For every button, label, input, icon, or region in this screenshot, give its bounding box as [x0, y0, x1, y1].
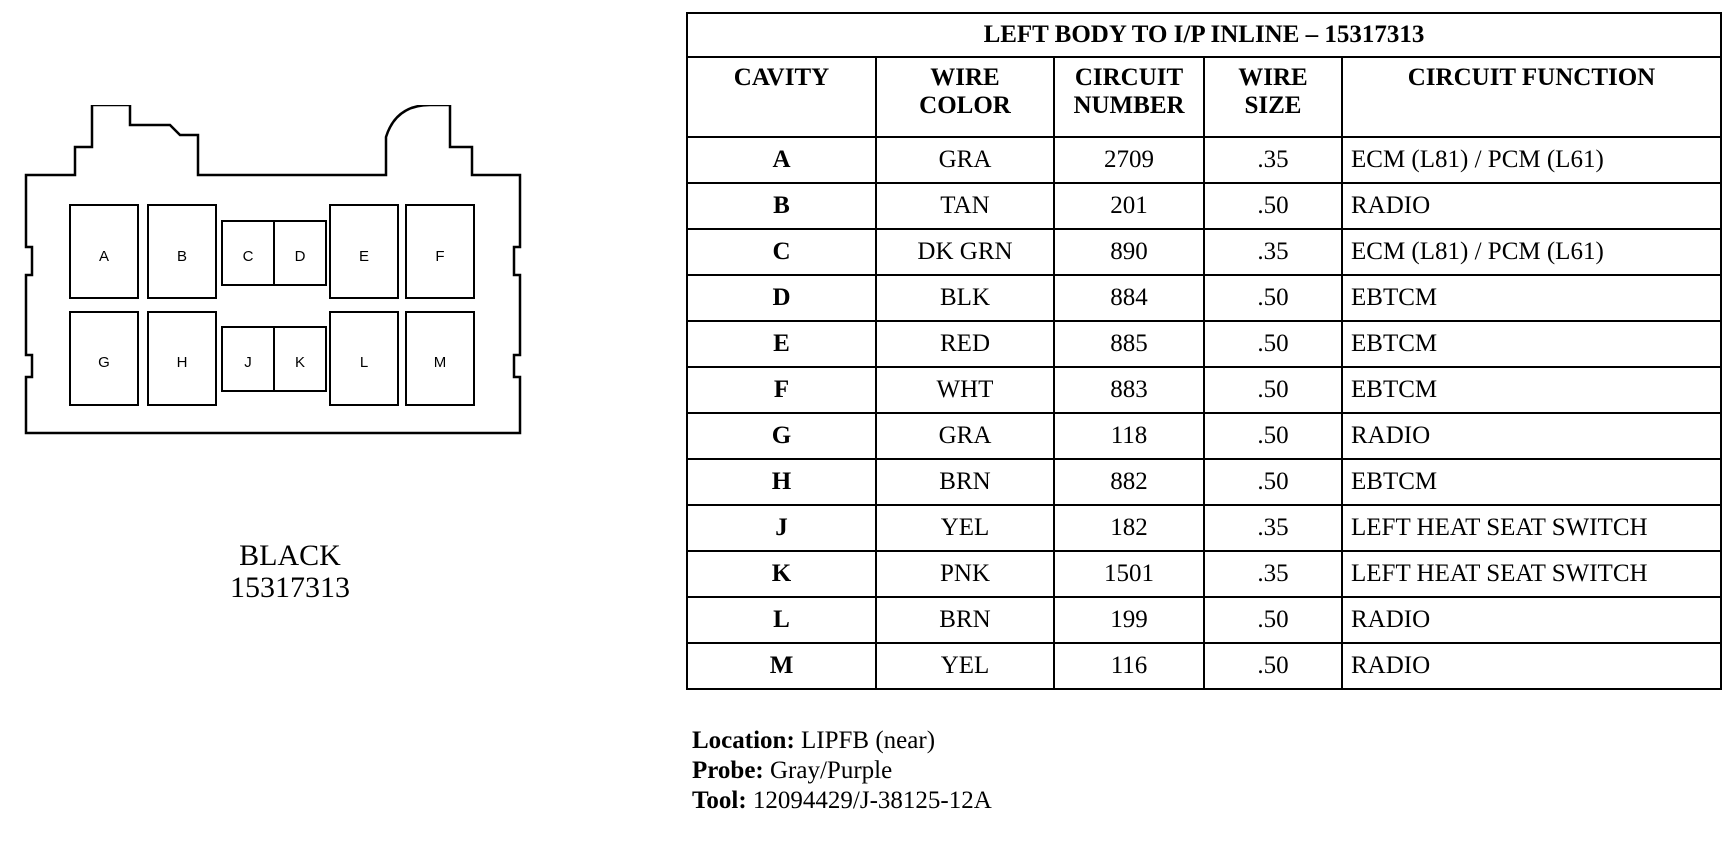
cell-wire-color: BRN	[876, 459, 1054, 505]
header-circuit-number-line1: CIRCUIT	[1074, 64, 1184, 91]
header-wire-size-line1: WIRE	[1238, 64, 1308, 91]
cell-circuit-function: RADIO	[1342, 643, 1721, 689]
table-row	[687, 367, 1721, 413]
connector-color-label: BLACK	[239, 539, 341, 572]
probe-value: Gray/Purple	[770, 757, 893, 784]
cell-cavity: C	[687, 229, 876, 275]
header-wire-size	[1204, 57, 1342, 137]
cell-circuit-function: RADIO	[1342, 413, 1721, 459]
pinout-table	[686, 12, 1722, 690]
cell-wire-color: YEL	[876, 505, 1054, 551]
header-wire-size-line2: SIZE	[1244, 92, 1302, 119]
table-row	[687, 137, 1721, 183]
cell-cavity: G	[687, 413, 876, 459]
cavity-label-k: K	[294, 353, 306, 371]
cavity-group	[70, 205, 474, 405]
cell-wire-size: .35	[1204, 229, 1342, 275]
cell-cavity: E	[687, 321, 876, 367]
cell-wire-color: RED	[876, 321, 1054, 367]
cell-cavity: F	[687, 367, 876, 413]
cell-circuit-function: EBTCM	[1342, 459, 1721, 505]
connector-face-diagram	[20, 105, 540, 445]
location-line	[692, 726, 992, 756]
cell-circuit-function: ECM (L81) / PCM (L61)	[1342, 137, 1721, 183]
header-wire-color-line2: COLOR	[919, 92, 1011, 119]
cell-wire-color: YEL	[876, 643, 1054, 689]
cavity-label-h: H	[176, 353, 188, 371]
table-title: LEFT BODY TO I/P INLINE – 15317313	[687, 13, 1721, 57]
cell-circuit-function: EBTCM	[1342, 275, 1721, 321]
table-row	[687, 505, 1721, 551]
header-circuit-function-text: CIRCUIT FUNCTION	[1407, 64, 1656, 91]
cavity-label-j: J	[244, 353, 252, 371]
probe-label: Probe:	[692, 757, 764, 784]
cell-cavity: K	[687, 551, 876, 597]
cell-circuit-function: LEFT HEAT SEAT SWITCH	[1342, 551, 1721, 597]
cavity-label-e: E	[358, 247, 370, 265]
cell-circuit-function: LEFT HEAT SEAT SWITCH	[1342, 505, 1721, 551]
cavity-label-l: L	[359, 353, 369, 371]
cell-circuit-function: RADIO	[1342, 597, 1721, 643]
cell-wire-size: .50	[1204, 413, 1342, 459]
table-row	[687, 183, 1721, 229]
cell-circuit-function: ECM (L81) / PCM (L61)	[1342, 229, 1721, 275]
cell-circuit-number: 884	[1054, 275, 1204, 321]
header-cavity	[687, 57, 876, 137]
cell-circuit-function: EBTCM	[1342, 321, 1721, 367]
table-row	[687, 321, 1721, 367]
table-row	[687, 597, 1721, 643]
tool-value: 12094429/J-38125-12A	[752, 787, 992, 814]
cell-wire-size: .50	[1204, 275, 1342, 321]
cell-wire-size: .35	[1204, 505, 1342, 551]
cell-cavity: H	[687, 459, 876, 505]
connector-notes	[692, 726, 992, 816]
cell-wire-color: GRA	[876, 413, 1054, 459]
cell-circuit-number: 199	[1054, 597, 1204, 643]
tool-label: Tool:	[692, 787, 747, 814]
cavity-label-d: D	[294, 247, 306, 265]
cell-wire-size: .50	[1204, 367, 1342, 413]
pinout-table-body	[687, 137, 1721, 689]
table-row	[687, 413, 1721, 459]
header-wire-color-line1: WIRE	[930, 64, 1000, 91]
cell-wire-color: GRA	[876, 137, 1054, 183]
cell-cavity: D	[687, 275, 876, 321]
cell-cavity: L	[687, 597, 876, 643]
cell-cavity: M	[687, 643, 876, 689]
cell-wire-color: WHT	[876, 367, 1054, 413]
cell-circuit-number: 182	[1054, 505, 1204, 551]
header-wire-color	[876, 57, 1054, 137]
cell-wire-size: .35	[1204, 551, 1342, 597]
probe-line	[692, 756, 992, 786]
cell-circuit-number: 882	[1054, 459, 1204, 505]
cell-wire-color: BRN	[876, 597, 1054, 643]
cell-wire-color: DK GRN	[876, 229, 1054, 275]
table-row	[687, 229, 1721, 275]
cell-wire-size: .50	[1204, 459, 1342, 505]
cell-circuit-number: 201	[1054, 183, 1204, 229]
cell-cavity: J	[687, 505, 876, 551]
cell-circuit-number: 883	[1054, 367, 1204, 413]
cell-wire-size: .50	[1204, 643, 1342, 689]
cell-circuit-number: 1501	[1054, 551, 1204, 597]
table-row	[687, 551, 1721, 597]
cavity-label-m: M	[433, 353, 447, 371]
cell-wire-size: .50	[1204, 321, 1342, 367]
table-row	[687, 459, 1721, 505]
header-circuit-number-line2: NUMBER	[1073, 92, 1185, 119]
cavity-label-a: A	[98, 247, 110, 265]
cell-wire-size: .50	[1204, 597, 1342, 643]
cell-wire-color: TAN	[876, 183, 1054, 229]
header-circuit-number	[1054, 57, 1204, 137]
cell-circuit-number: 118	[1054, 413, 1204, 459]
cell-circuit-number: 2709	[1054, 137, 1204, 183]
tool-line	[692, 786, 992, 816]
table-row	[687, 643, 1721, 689]
cell-wire-color: BLK	[876, 275, 1054, 321]
cell-circuit-number: 890	[1054, 229, 1204, 275]
table-row	[687, 275, 1721, 321]
location-label: Location:	[692, 727, 795, 754]
cell-cavity: B	[687, 183, 876, 229]
location-value: LIPFB (near)	[801, 727, 936, 754]
cavity-label-c: C	[242, 247, 254, 265]
cell-wire-color: PNK	[876, 551, 1054, 597]
header-cavity-text: CAVITY	[733, 64, 830, 91]
cell-wire-size: .50	[1204, 183, 1342, 229]
cell-circuit-function: EBTCM	[1342, 367, 1721, 413]
cell-circuit-function: RADIO	[1342, 183, 1721, 229]
header-circuit-function	[1342, 57, 1721, 137]
cavity-label-g: G	[98, 353, 110, 371]
cell-wire-size: .35	[1204, 137, 1342, 183]
cell-circuit-number: 116	[1054, 643, 1204, 689]
cell-cavity: A	[687, 137, 876, 183]
cavity-label-f: F	[435, 247, 445, 265]
connector-part-number: 15317313	[230, 571, 350, 604]
cell-circuit-number: 885	[1054, 321, 1204, 367]
cavity-label-b: B	[176, 247, 188, 265]
